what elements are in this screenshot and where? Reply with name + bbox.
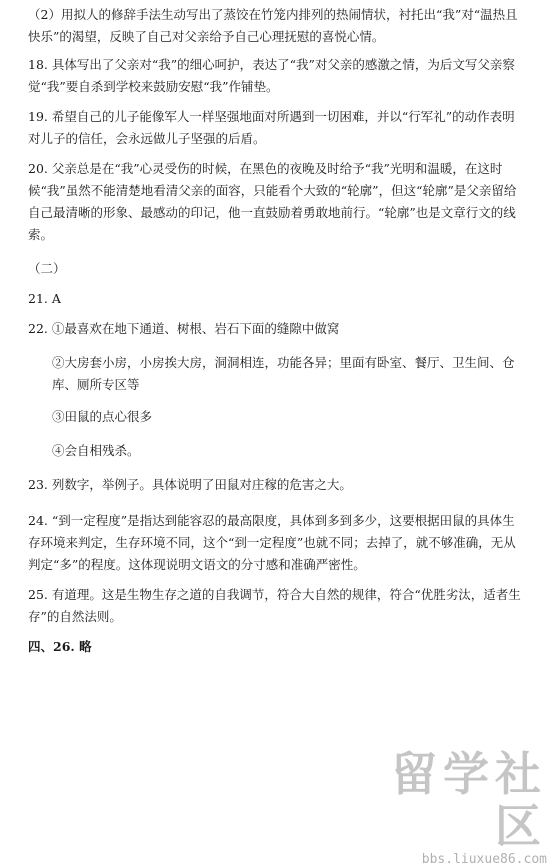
answer-18: 18. 具体写出了父亲对“我”的细心呵护，表达了“我”对父亲的感激之情，为后文写父亲察觉“我”要自杀到学校来鼓励安慰“我”作铺垫。 <box>28 57 515 94</box>
answer-17-2: （2）用拟人的修辞手法生动写出了蒸饺在竹笼内排列的热闹情状，衬托出“我”对“温热且快乐”的渴望，反映了自己对父亲给予自己心理抚慰的喜悦心情。 <box>28 7 518 44</box>
answer-24: 24. “到一定程度”是指达到能容忍的最高限度，具体到多到多少，这要根据田鼠的具体生存环境来判定，生存环境不同，这个“到一定程度”也就不同；去掉了，就不够准确，无从判定“多”的程度。这体现说明文语文的分寸感和准确严密性。 <box>28 513 516 572</box>
answer-22-4: ④会自相残杀。 <box>52 443 140 458</box>
answer-21: 21. A <box>28 291 61 306</box>
section-two-heading: （二） <box>28 261 66 276</box>
watermark-logo <box>377 747 547 867</box>
answer-19: 19. 希望自己的儿子能像军人一样坚强地面对所遇到一切困难，并以“行军礼”的动作表明对儿子的信任，会永远做儿子坚强的后盾。 <box>28 109 515 146</box>
watermark-text: 留学社区 <box>391 747 547 853</box>
watermark-url: bbs.liuxue86.com <box>421 852 547 867</box>
answer-25: 25. 有道理。这是生物生存之道的自我调节，符合大自然的规律，符合“优胜劣汰，适者生存”的自然法则。 <box>28 587 521 624</box>
answer-22-3: ③田鼠的点心很多 <box>52 409 153 424</box>
answer-22-1: 22. ①最喜欢在地下通道、树根、岩石下面的缝隙中做窝 <box>28 321 340 336</box>
section-four-answer-26: 四、26. 略 <box>28 639 92 654</box>
answer-22-2: ②大房套小房，小房挨大房，洞洞相连，功能各异；里面有卧室、餐厅、卫生间、仓库、厕所专区等 <box>52 355 515 392</box>
answer-23: 23. 列数字，举例子。具体说明了田鼠对庄稼的危害之大。 <box>28 477 352 492</box>
answer-20: 20. 父亲总是在“我”心灵受伤的时候，在黑色的夜晚及时给予“我”光明和温暖，在这时候“我”虽然不能清楚地看清父亲的面容，只能看个大致的“轮廓”，但这“轮廓”是父亲留给自己最清晰的形象、最感动的印记，他一直鼓励着勇敢地前行。“轮廓”也是文章行文的线索。 <box>28 161 517 242</box>
